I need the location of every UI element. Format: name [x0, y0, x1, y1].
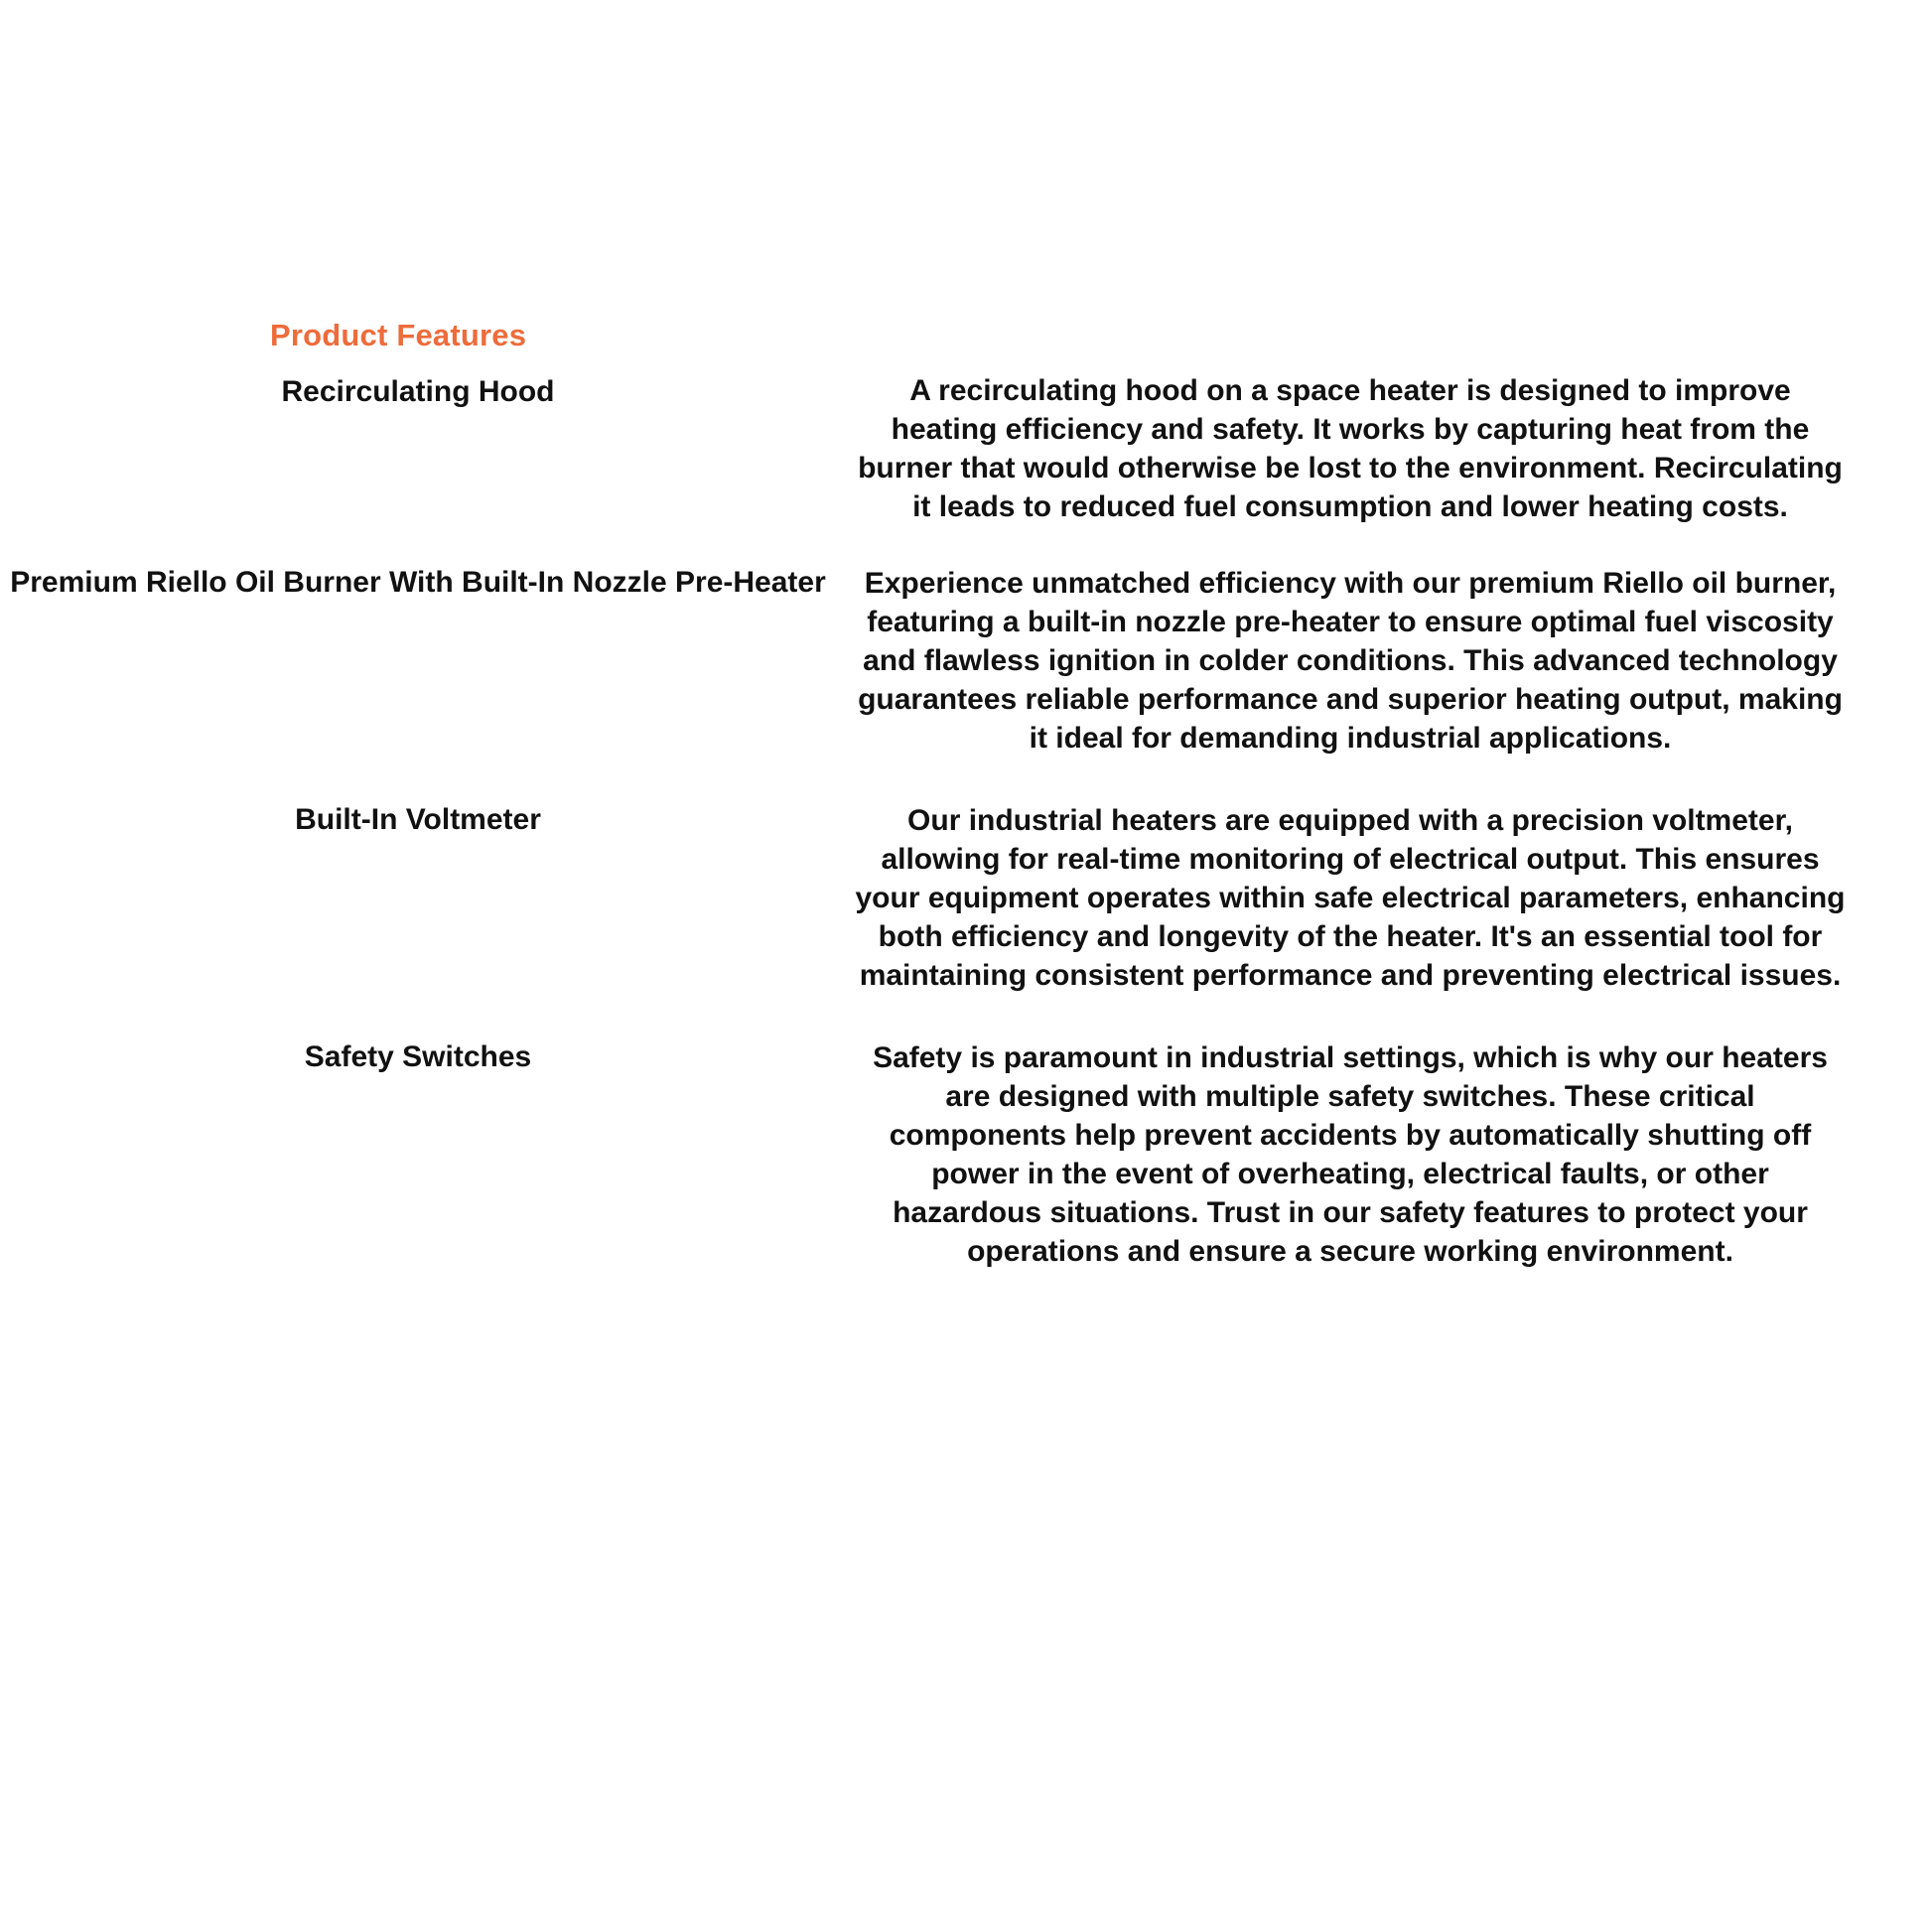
section-title: Product Features — [270, 318, 527, 352]
feature-description: A recirculating hood on a space heater is designed to improve heating efficiency and safety. It works by capturing heat from the burner that would otherwise be lost to the environment. Recirculating it leads to reduced fuel consumption and lower heating costs. — [858, 374, 1843, 523]
feature-row — [0, 371, 1932, 526]
feature-name: Built-In Voltmeter — [295, 803, 541, 836]
feature-name: Recirculating Hood — [281, 375, 555, 408]
product-features-section — [0, 318, 1932, 1309]
feature-name: Safety Switches — [304, 1040, 532, 1073]
feature-row — [0, 801, 1932, 995]
feature-description: Experience unmatched efficiency with our premium Riello oil burner, featuring a built-in nozzle pre-heater to ensure optimal fuel viscosity and flawless ignition in colder conditions. This advanced technology guarantees reliable performance and superior heating output, making it ideal for demanding industrial applications. — [858, 567, 1843, 755]
feature-name: Premium Riello Oil Burner With Built-In Nozzle Pre-Heater — [10, 566, 826, 599]
feature-description: Our industrial heaters are equipped with a precision voltmeter, allowing for real-time monitoring of electrical output. This ensures your equipment operates within safe electrical parameters, enhancing both efficiency and longevity of the heater. It's an essential tool for maintaining consistent performance and preventing electrical issues. — [855, 804, 1846, 992]
feature-description: Safety is paramount in industrial settings, which is why our heaters are designed with multiple safety switches. These critical components help prevent accidents by automatically shutting off power in the event of overheating, electrical faults, or other hazardous situations. Trust in our safety features to protect your operations and ensure a secure working environment. — [873, 1041, 1828, 1268]
feature-row — [0, 1038, 1932, 1271]
feature-row — [0, 564, 1932, 758]
